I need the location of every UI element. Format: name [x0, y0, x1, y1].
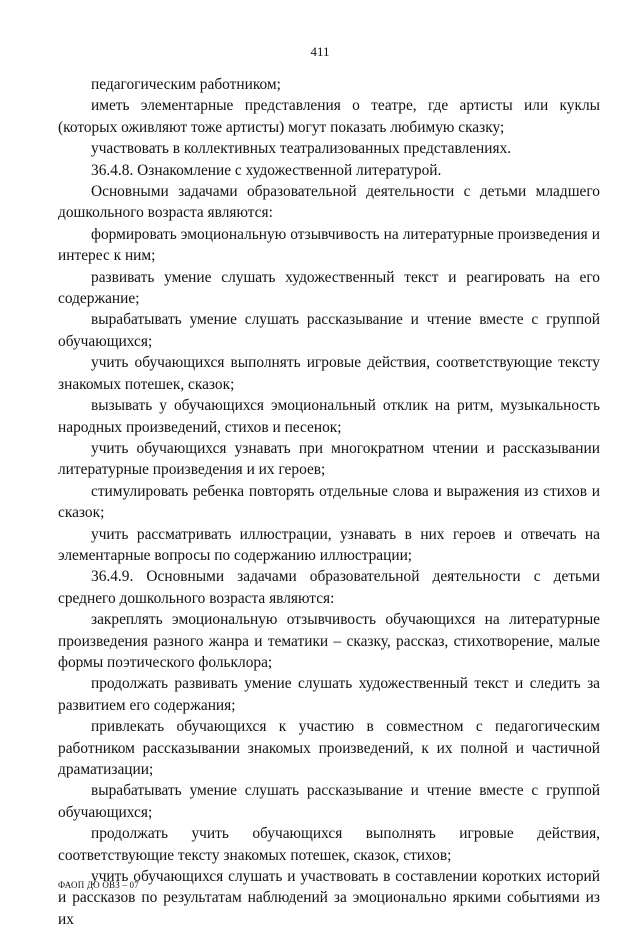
paragraph: вызывать у обучающихся эмоциональный отклик на ритм, музыкальность народных произведений, стихов и песенок; [58, 397, 600, 436]
paragraph: продолжать развивать умение слушать художественный текст и следить за развитием его содержания; [58, 675, 600, 714]
paragraph: учить обучающихся узнавать при многократном чтении и рассказывании литературные произведения и их героев; [58, 439, 600, 479]
paragraph: 36.4.8. Ознакомление с художественной литературой. [91, 161, 442, 179]
paragraph: педагогическим работником; [91, 76, 281, 93]
paragraph: формировать эмоциональную отзывчивость на литературные произведения и интерес к ним; [58, 225, 600, 265]
page-body [58, 74, 600, 928]
paragraph: учить обучающихся слушать и участвовать в составлении коротких историй и рассказов по результатам наблюдений за эмоционально яркими событиями из их [58, 868, 600, 928]
paragraph: продолжать учить обучающихся выполнять игровые действия, соответствующие тексту знакомых потешек, сказок, стихов; [58, 825, 600, 864]
paragraph: учить обучающихся выполнять игровые действия, соответствующие тексту знакомых потешек, сказок; [58, 354, 600, 393]
paragraph: развивать умение слушать художественный текст и реагировать на его содержание; [58, 268, 600, 308]
paragraph: вырабатывать умение слушать рассказывание и чтение вместе с группой обучающихся; [58, 782, 600, 821]
paragraph: учить рассматривать иллюстрации, узнавать в них героев и отвечать на элементарные вопросы по содержанию иллюстрации; [58, 525, 600, 564]
paragraph: вырабатывать умение слушать рассказывание и чтение вместе с группой обучающихся; [58, 311, 600, 350]
paragraph: стимулировать ребенка повторять отдельные слова и выражения из стихов и сказок; [58, 482, 600, 522]
paragraph: Основными задачами образовательной деятельности с детьми младшего дошкольного возраста являются: [58, 183, 600, 222]
paragraph: 36.4.9. Основными задачами образовательной деятельности с детьми среднего дошкольного возраста являются: [58, 568, 600, 607]
paragraph: закреплять эмоциональную отзывчивость обучающихся на литературные произведения разного жанра и тематики – сказку, рассказ, стихотворение, малые формы поэтического фольклора; [58, 611, 600, 671]
paragraph: участвовать в коллективных театрализованных представлениях. [91, 140, 512, 158]
page-number: 411 [310, 44, 330, 59]
paragraph: иметь элементарные представления о театре, где артисты или куклы (которых оживляют тоже артисты) могут показать любимую сказку; [58, 97, 600, 136]
page-footer: ФАОП ДО ОВЗ – 07 [58, 880, 139, 890]
paragraph: привлекать обучающихся к участию в совместном с педагогическим работником рассказывании знакомых произведений, к их полной и частичной драматизации; [58, 718, 600, 778]
